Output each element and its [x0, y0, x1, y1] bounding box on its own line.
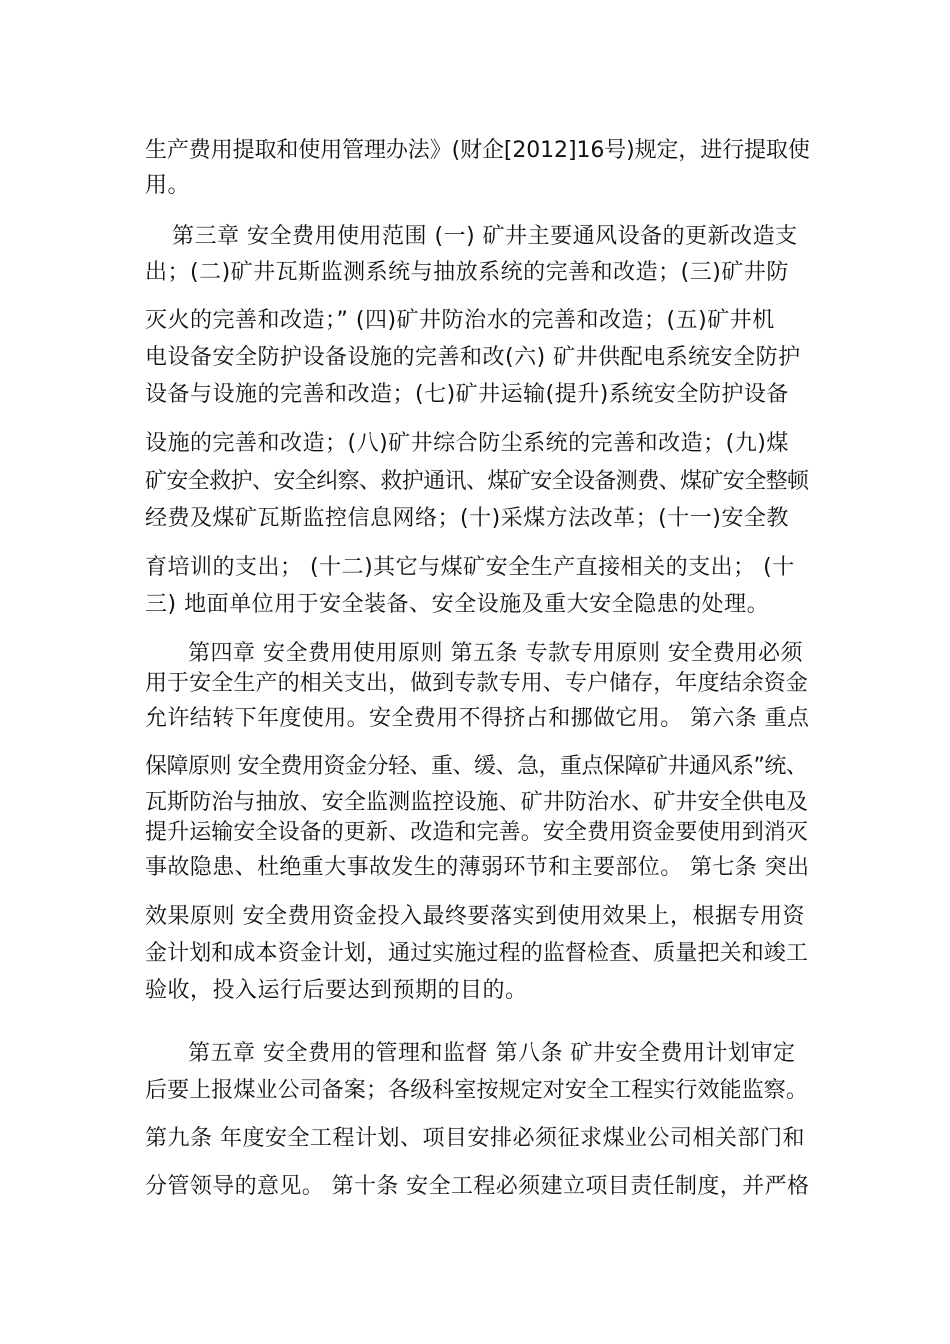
text-line: 育培训的支出； (十二)其它与煤矿安全生产直接相关的支出； (十: [145, 555, 795, 580]
text-line: 三) 地面单位用于安全装备、安全设施及重大安全隐患的处理。: [145, 592, 770, 617]
text-line: 生产费用提取和使用管理办法》(财企[2012]16号)规定，进行提取使: [145, 138, 810, 163]
text-line: 效果原则 安全费用资金投入最终要落实到使用效果上，根据专用资: [145, 904, 805, 929]
text-line: 后要上报煤业公司备案；各级科室按规定对安全工程实行效能监察。: [145, 1078, 809, 1103]
text-line: 第三章 安全费用使用范围 (一) 矿井主要通风设备的更新改造支: [172, 224, 798, 249]
text-line: 用于安全生产的相关支出，做到专款专用、专户储存，年度结余资金: [145, 671, 809, 696]
text-line: 分管领导的意见。 第十条 安全工程必须建立项目责任制度，并严格: [145, 1174, 810, 1199]
text-line: 金计划和成本资金计划，通过实施过程的监督检查、质量把关和竣工: [145, 941, 809, 966]
text-line: 第五章 安全费用的管理和监督 第八条 矿井安全费用计划审定: [188, 1041, 796, 1066]
text-line: 设施的完善和改造；(八)矿井综合防尘系统的完善和改造；(九)煤: [145, 431, 789, 456]
text-line: 设备与设施的完善和改造；(七)矿井运输(提升)系统安全防护设备: [145, 382, 789, 407]
text-line: 用。: [145, 173, 191, 198]
text-line: 第九条 年度安全工程计划、项目安排必须征求煤业公司相关部门和: [145, 1126, 805, 1151]
text-line: 第四章 安全费用使用原则 第五条 专款专用原则 安全费用必须: [188, 641, 803, 666]
text-line: 灭火的完善和改造；” (四)矿井防治水的完善和改造；(五)矿井机: [145, 308, 775, 333]
text-line: 经费及煤矿瓦斯监控信息网络；(十)采煤方法改革；(十一)安全教: [145, 506, 789, 531]
text-line: 允许结转下年度使用。安全费用不得挤占和挪做它用。 第六条 重点: [145, 706, 810, 731]
text-line: 验收，投入运行后要达到预期的目的。: [145, 978, 528, 1003]
text-line: 保障原则 安全费用资金分轻、重、缓、急，重点保障矿井通风系”统、: [145, 754, 808, 779]
text-line: 出；(二)矿井瓦斯监测系统与抽放系统的完善和改造；(三)矿井防: [145, 260, 789, 285]
text-line: 提升运输安全设备的更新、改造和完善。安全费用资金要使用到消灭: [145, 820, 809, 845]
text-line: 电设备安全防护设备设施的完善和改(六) 矿井供配电系统安全防护: [145, 345, 801, 370]
text-line: 矿安全救护、安全纠察、救护通讯、煤矿安全设备测费、煤矿安全整顿: [145, 469, 809, 494]
text-line: 瓦斯防治与抽放、安全监测监控设施、矿井防治水、矿井安全供电及: [145, 790, 809, 815]
text-line: 事故隐患、杜绝重大事故发生的薄弱环节和主要部位。 第七条 突出: [145, 855, 810, 880]
